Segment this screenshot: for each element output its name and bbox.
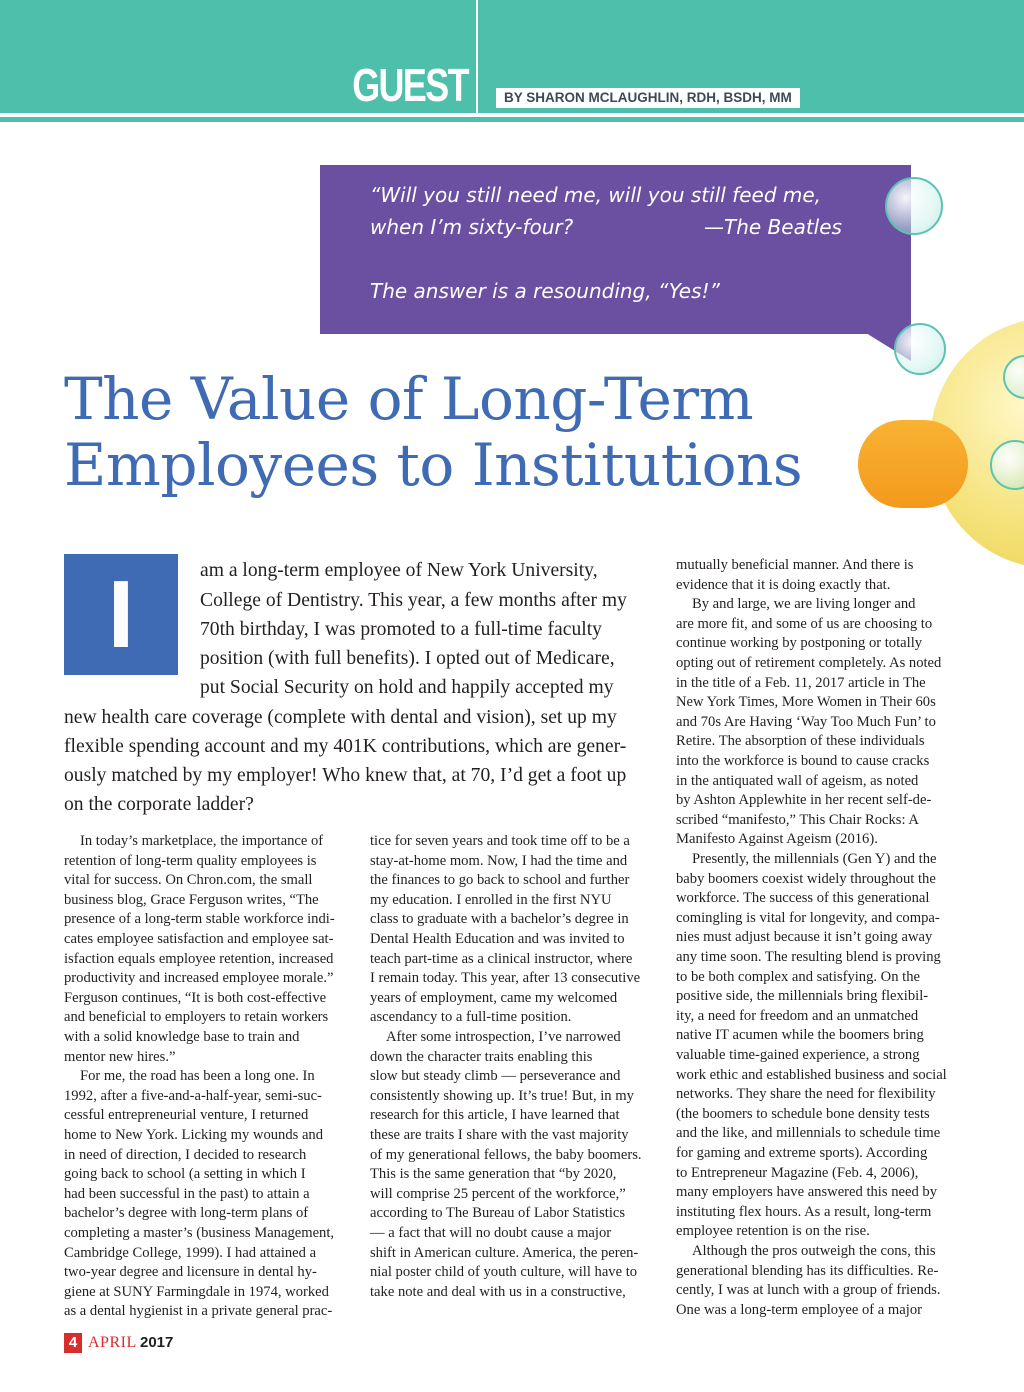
body-line: going back to school (a setting in which I: [64, 1166, 306, 1183]
body-line: instituting flex hours. As a result, long-term: [676, 1203, 932, 1220]
body-line: home to New York. Licking my wounds and: [64, 1127, 324, 1143]
body-line: baby boomers coexist widely throughout the: [676, 870, 936, 887]
body-line: Dental Health Education and was invited to: [370, 931, 625, 947]
body-line: work ethic and established business and social: [676, 1066, 947, 1083]
body-line: by Ashton Applewhite in her recent self-de-: [676, 792, 932, 809]
body-line: In today’s marketplace, the importance of: [80, 833, 324, 849]
body-line: these are traits I share with the vast majority: [370, 1127, 629, 1143]
body-line: Cambridge College, 1999). I had attained a: [64, 1244, 317, 1261]
pull-quote-line-1: “Will you still need me, will you still feed me,: [370, 183, 822, 207]
body-line: continue working by postponing or totally: [676, 635, 923, 652]
issue-year: 2017: [140, 1334, 174, 1351]
body-line: nies must adjust because it isn’t going away: [676, 929, 933, 946]
body-line: By and large, we are living longer and: [692, 596, 916, 613]
body-line: and the like, and millennials to schedule time: [676, 1125, 941, 1142]
body-line: in the title of a Feb. 11, 2017 article in The: [676, 674, 926, 691]
bubble-decoration: [885, 177, 943, 235]
lede-line: put Social Security on hold and happily accepted my: [200, 677, 614, 698]
body-line: take note and deal with us in a constructive,: [370, 1283, 626, 1300]
body-line: and 70s Are Having ‘Way Too Much Fun’ to: [676, 713, 936, 730]
body-line: (the boomers to schedule bone density tests: [676, 1105, 930, 1122]
body-line: productivity and increased employee morale.”: [64, 970, 334, 987]
body-line: — a fact that will no doubt cause a major: [370, 1225, 612, 1241]
body-line: workforce. The success of this generational: [676, 890, 930, 907]
orange-pill-illustration: [858, 420, 968, 508]
pull-quote-line-3: The answer is a resounding, “Yes!”: [370, 279, 720, 303]
body-line: Retire. The absorption of these individuals: [676, 733, 925, 750]
headline-line-2: Employees to Institutions: [64, 431, 803, 499]
body-line: employee retention is on the rise.: [676, 1223, 870, 1240]
body-line: down the character traits enabling this: [370, 1048, 593, 1065]
body-line: retention of long-term quality employees is: [64, 852, 317, 869]
body-line: stay-at-home mom. Now, I had the time and: [370, 852, 628, 869]
body-line: cates employee satisfaction and employee sat-: [64, 931, 334, 947]
body-line: For me, the road has been a long one. In: [80, 1068, 315, 1085]
body-line: into the workforce is bound to cause cracks: [676, 753, 930, 769]
body-line: mutually beneficial manner. And there is: [676, 557, 914, 573]
drop-cap: I: [64, 554, 178, 675]
body-line: any time soon. The resulting blend is proving: [676, 949, 941, 965]
article-headline: [64, 366, 802, 498]
body-line: class to graduate with a bachelor’s degree in: [370, 911, 629, 928]
body-line: the finances to go back to school and further: [370, 872, 630, 889]
body-line: generational blending has its difficulties. Re-: [676, 1262, 939, 1279]
body-line: positive side, the millennials bring flexibil-: [676, 988, 929, 1005]
lede-line: on the corporate ladder?: [64, 794, 254, 815]
body-line: ascendancy to a full-time position.: [370, 1009, 572, 1026]
body-line: One was a long-term employee of a major: [676, 1301, 922, 1318]
body-line: scribed “manifesto,” This Chair Rocks: A: [676, 811, 919, 828]
body-line: business blog, Grace Ferguson writes, “The: [64, 891, 319, 908]
pull-quote-line-2: when I’m sixty-four?: [370, 215, 574, 239]
body-line: according to The Bureau of Labor Statistics: [370, 1205, 626, 1222]
body-line: native IT acumen while the boomers bring: [676, 1027, 924, 1044]
body-line: completing a master’s (business Management,: [64, 1225, 335, 1241]
body-line: to be both complex and satisfying. On the: [676, 968, 920, 985]
lede-line: ously matched by my employer! Who knew that, at 70, I’d get a foot up: [64, 765, 627, 786]
body-line: mentor new hires.”: [64, 1048, 176, 1065]
body-line: consistently showing up. It’s true! But, in my: [370, 1087, 634, 1104]
body-line: and beneficial to employers to retain workers: [64, 1009, 329, 1026]
header-rule: [0, 117, 1024, 122]
body-line: I remain today. This year, after 13 consecutive: [370, 970, 641, 987]
body-line: Ferguson continues, “It is both cost-effective: [64, 989, 327, 1006]
body-line: tice for seven years and took time off to be a: [370, 833, 630, 849]
body-line: with a solid knowledge base to train and: [64, 1029, 300, 1045]
body-line: evidence that it is doing exactly that.: [676, 576, 891, 593]
body-line: bachelor’s degree with long-term plans of: [64, 1205, 309, 1222]
body-line: 1992, after a five-and-a-half-year, semi-suc-: [64, 1087, 322, 1104]
body-line: of my generational fellows, the baby boomers.: [370, 1146, 642, 1163]
bubble-decoration: [894, 323, 946, 375]
lede-line: am a long-term employee of New York University,: [200, 560, 598, 581]
body-line: as a dental hygienist in a private general prac-: [64, 1303, 333, 1320]
headline-line-1: The Value of Long-Term: [64, 365, 754, 433]
body-line: Although the pros outweigh the cons, this: [692, 1243, 936, 1259]
body-line: valuable time-gained experience, a strong: [676, 1047, 920, 1063]
body-line: comingling is vital for longevity, and compa-: [676, 909, 940, 926]
body-line: will comprise 25 percent of the workforce,”: [370, 1185, 626, 1202]
body-line: in need of direction, I decided to research: [64, 1146, 307, 1163]
body-line: cessful entrepreneurial venture, I returned: [64, 1107, 309, 1124]
body-line: After some introspection, I’ve narrowed: [386, 1029, 621, 1045]
body-line: ity, a need for freedom and an unmatched: [676, 1007, 919, 1024]
body-line: years of employment, came my welcomed: [370, 989, 618, 1006]
body-line: many employers have answered this need by: [676, 1184, 937, 1201]
body-line: New York Times, More Women in Their 60s: [676, 694, 936, 711]
page-number: 4: [64, 1333, 82, 1353]
byline: BY SHARON MCLAUGHLIN, RDH, BSDH, MM: [496, 88, 800, 108]
lede-line: new health care coverage (complete with dental and vision), set up my: [64, 707, 617, 728]
body-line: two-year degree and licensure in dental hy-: [64, 1264, 317, 1281]
lede-line: 70th birthday, I was promoted to a full-time faculty: [200, 619, 602, 640]
body-line: teach part-time as a clinical instructor, where: [370, 950, 633, 967]
body-line: slow but steady climb — perseverance and: [370, 1068, 621, 1085]
body-line: to Entrepreneur Magazine (Feb. 4, 2006),: [676, 1164, 919, 1181]
body-line: are more fit, and some of us are choosing to: [676, 615, 933, 632]
body-line: Presently, the millennials (Gen Y) and the: [692, 851, 937, 867]
body-line: research for this article, I have learned that: [370, 1107, 620, 1124]
body-line: had been successful in the past) to attain a: [64, 1185, 310, 1202]
body-line: This is the same generation that “by 2020,: [370, 1166, 617, 1183]
lede-line: College of Dentistry. This year, a few months after my: [200, 590, 627, 611]
body-line: opting out of retirement completely. As noted: [676, 655, 942, 671]
body-line: networks. They share the need for flexibility: [676, 1086, 936, 1103]
header-divider: [476, 0, 478, 113]
section-title: GUEST EDITORIAL: [289, 59, 468, 165]
body-line: Manifesto Against Ageism (2016).: [676, 831, 878, 848]
body-line: shift in American culture. America, the peren-: [370, 1244, 639, 1261]
body-line: isfaction equals employee retention, increased: [64, 950, 334, 967]
lede-line: position (with full benefits). I opted out of Medicare,: [200, 648, 615, 669]
issue-month: APRIL: [88, 1334, 137, 1351]
body-line: my education. I enrolled in the first NYU: [370, 891, 612, 908]
lede-line: flexible spending account and my 401K contributions, which are gener-: [64, 736, 627, 757]
body-line: nial poster child of youth culture, will have to: [370, 1264, 638, 1281]
body-line: in the antiquated wall of ageism, as noted: [676, 772, 919, 789]
body-line: vital for success. On Chron.com, the small: [64, 872, 313, 889]
body-line: for gaming and extreme sports). According: [676, 1145, 928, 1161]
body-line: giene at SUNY Farmingdale in 1974, worked: [64, 1283, 329, 1300]
body-line: cently, I was at lunch with a group of friends.: [676, 1282, 941, 1299]
pull-quote-attribution: —The Beatles: [704, 215, 842, 239]
body-line: presence of a long-term stable workforce indi-: [64, 911, 335, 928]
